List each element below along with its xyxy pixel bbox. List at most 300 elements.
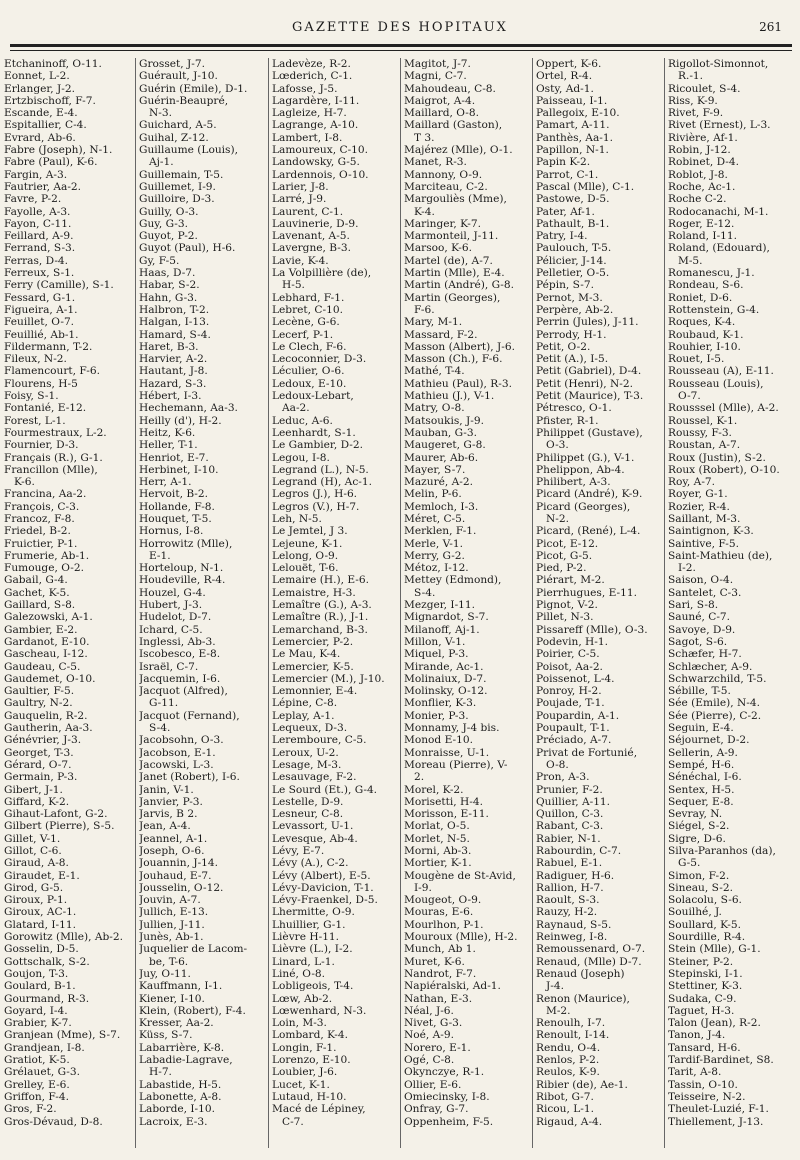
index-entry: Morisetti, H-4. <box>404 795 483 808</box>
index-entry: Hamard, S-4. <box>139 328 211 341</box>
index-column <box>668 58 794 1153</box>
index-entry: Jullien, J-11. <box>139 918 205 931</box>
index-entry: Matry, O-8. <box>404 402 465 415</box>
index-entry: Rigollot-Simonnot, <box>668 58 769 70</box>
index-entry: Marmonteil, J-11. <box>404 230 499 243</box>
index-entry: Gauquelin, R-2. <box>4 709 88 722</box>
index-entry: Lemaistre, H-3. <box>272 586 356 599</box>
index-entry: Pissareff (Mlle), O-3. <box>536 623 648 636</box>
index-entry: Heitz, K-6. <box>139 426 196 439</box>
index-entry: Mougène de St-Avid, <box>404 869 516 882</box>
index-entry: Gy, F-5. <box>139 254 180 267</box>
index-entry: Mouras, E-6. <box>404 906 474 919</box>
index-entry: Gosselin, D-5. <box>4 943 79 956</box>
index-entry: Morlet, N-5. <box>404 832 470 845</box>
index-entry: Silva-Paranhos (da), <box>668 845 776 857</box>
index-entry: Saintive, F-5. <box>668 537 739 550</box>
index-entry: Rabant, C-3. <box>536 820 604 833</box>
index-entry: Lesneur, C-8. <box>272 808 344 821</box>
index-entry: Francillon (Mlle), <box>4 463 98 476</box>
index-entry: Roux (Robert), O-10. <box>668 463 780 476</box>
index-entry: Heller, T-1. <box>139 439 198 452</box>
index-entry: S-4. <box>149 722 171 735</box>
index-entry: Mouroux (Mlle), H-2. <box>404 931 518 944</box>
index-entry: Rouet, I-5. <box>668 353 725 366</box>
index-entry: Roubaud, K-1. <box>668 328 744 341</box>
index-entry: Mahoudeau, C-8. <box>404 82 496 95</box>
index-entry: Klein, (Robert), F-4. <box>139 1004 246 1017</box>
index-entry: Lagardère, I-11. <box>272 94 360 107</box>
index-entry: Houquet, T-5. <box>139 512 212 525</box>
index-entry: Ribot, G-7. <box>536 1090 594 1103</box>
index-entry: Papin K-2. <box>536 156 591 169</box>
index-entry: Martin (Mlle), E-4. <box>404 267 505 280</box>
index-entry: Marsoo, K-6. <box>404 242 472 255</box>
index-entry: Janet (Robert), I-6. <box>139 771 240 784</box>
index-entry: Merle, V-1. <box>404 537 463 550</box>
index-entry: La Volpillière (de), <box>272 267 372 280</box>
index-entry: Poupault, T-1. <box>536 722 610 735</box>
index-entry: Escande, E-4. <box>4 107 78 120</box>
index-entry: Guérin (Emile), D-1. <box>139 82 248 95</box>
index-entry: Nandrot, F-7. <box>404 967 477 980</box>
index-entry: Lelouët, T-6. <box>272 562 339 575</box>
index-entry: Sourdille, R-4. <box>668 931 746 944</box>
index-entry: Lévy (Albert), E-5. <box>272 869 371 882</box>
index-column <box>272 58 398 1153</box>
index-entry: Sagot, S-6. <box>668 635 728 648</box>
index-entry: Habar, S-2. <box>139 279 200 292</box>
index-entry: Ricoulet, S-4. <box>668 82 741 95</box>
index-entry: Sempé, H-6. <box>668 758 735 771</box>
index-entry: Maringer, K-7. <box>404 217 481 230</box>
index-entry: Gambier, E-2. <box>4 623 78 636</box>
index-entry: Sentex, H-5. <box>668 783 735 796</box>
index-entry: Lévy (A.), C-2. <box>272 857 349 870</box>
index-entry: Hornus, I-8. <box>139 525 204 538</box>
index-entry: Roussel, K-1. <box>668 414 738 427</box>
index-entry: Perpère, Ab-2. <box>536 303 614 316</box>
index-entry: Roger, E-12. <box>668 217 735 230</box>
index-entry: Moreau (Pierre), V- <box>404 758 508 771</box>
index-entry: Monier, P-3. <box>404 709 469 722</box>
index-entry: Muret, K-6. <box>404 955 465 968</box>
index-entry: Fourmestraux, L-2. <box>4 426 107 439</box>
index-entry: Kresser, Aa-2. <box>139 1017 214 1030</box>
index-entry: Gratiot, K-5. <box>4 1054 70 1067</box>
index-entry: Mignardot, S-7. <box>404 611 489 624</box>
index-entry: Picard, (René), L-4. <box>536 525 641 538</box>
index-entry: Rivet (Ernest), L-3. <box>668 119 771 132</box>
index-entry: Sineau, S-2. <box>668 881 733 894</box>
index-entry: Soullard, K-5. <box>668 918 741 931</box>
index-entry: Pron, A-3. <box>536 771 590 784</box>
index-entry: O-7. <box>678 390 701 403</box>
index-entry: Okynczye, R-1. <box>404 1066 485 1079</box>
index-entry: Granjean (Mme), S-7. <box>4 1029 121 1042</box>
index-entry: Jean, A-4. <box>139 820 191 833</box>
index-entry: Saintignon, K-3. <box>668 525 754 538</box>
index-entry: Saillant, M-3. <box>668 512 741 525</box>
index-entry: Lestelle, D-9. <box>272 795 344 808</box>
index-entry: Halgan, I-13. <box>139 316 210 329</box>
index-entry: Maurer, Ab-6. <box>404 451 479 464</box>
index-entry: Maillard, O-8. <box>404 107 479 120</box>
index-entry: Lépine, C-8. <box>272 697 338 710</box>
index-entry: Juy, O-11. <box>139 967 191 980</box>
index-entry: M-5. <box>678 254 703 267</box>
index-entry: Pélicier, J-14. <box>536 254 607 267</box>
index-entry: Feuillié, Ab-1. <box>4 328 79 341</box>
index-entry: Stettiner, K-3. <box>668 980 743 993</box>
index-entry: Ortel, R-4. <box>536 70 593 83</box>
index-entry: Leremboure, C-5. <box>272 734 367 747</box>
index-entry: N-3. <box>149 107 172 120</box>
index-entry: Guilly, O-3. <box>139 205 199 218</box>
index-entry: Renaud (Joseph) <box>536 967 625 980</box>
index-entry: Tansard, H-6. <box>668 1041 741 1054</box>
index-column <box>536 58 662 1153</box>
index-entry: Reulos, K-9. <box>536 1066 600 1079</box>
index-entry: Girod, G-5. <box>4 881 64 894</box>
index-entry: Rozier, R-4. <box>668 500 730 513</box>
index-entry: Matsoukis, J-9. <box>404 414 484 427</box>
index-entry: Sénéchal, I-6. <box>668 771 742 784</box>
index-entry: Haas, D-7. <box>139 267 196 280</box>
index-entry: Flourens, H-5 <box>4 377 78 390</box>
index-entry: Lamoureux, C-10. <box>272 144 368 157</box>
index-entry: Guy, G-3. <box>139 217 188 230</box>
index-entry: Jullich, E-13. <box>139 906 209 919</box>
index-entry: Grelley, E-6. <box>4 1078 70 1091</box>
index-entry: Riss, K-9. <box>668 94 718 107</box>
index-entry: Philippet (G.), V-1. <box>536 451 635 464</box>
index-entry: Quillon, C-3. <box>536 808 604 821</box>
index-entry: Jouhaud, E-7. <box>139 869 212 882</box>
index-entry: Gautherin, Aa-3. <box>4 722 93 735</box>
index-entry: Haret, B-3. <box>139 340 199 353</box>
index-column <box>139 58 266 1153</box>
index-entry: Fruictier, P-1. <box>4 537 78 550</box>
index-entry: Tassin, O-10. <box>668 1078 738 1091</box>
index-entry: Georget, T-3. <box>4 746 74 759</box>
index-entry: Heilly (d'), H-2. <box>139 414 222 427</box>
index-entry: Philibert, A-3. <box>536 476 611 489</box>
index-entry: Nathan, E-3. <box>404 992 473 1005</box>
index-entry: Miquel, P-3. <box>404 648 469 661</box>
index-entry: Lemonnier, E-4. <box>272 685 358 698</box>
index-entry: Hahn, G-3. <box>139 291 198 304</box>
index-entry: Loubier, J-6. <box>272 1066 338 1079</box>
index-entry: Lagleize, H-7. <box>272 107 347 120</box>
index-entry: Goujon, T-3. <box>4 967 69 980</box>
index-entry: Loin, M-3. <box>272 1017 327 1030</box>
index-entry: Lemercier, K-5. <box>272 660 354 673</box>
index-entry: Roland, (Edouard), <box>668 242 770 255</box>
index-entry: Le Jemtel, J 3. <box>272 525 348 538</box>
index-entry: R.-1. <box>678 70 704 83</box>
index-entry: Roques, K-4. <box>668 316 736 329</box>
index-entry: Guyot (Paul), H-6. <box>139 242 236 255</box>
index-entry: Hervoit, B-2. <box>139 488 208 501</box>
index-entry: Leroux, U-2. <box>272 746 339 759</box>
index-entry: Jacquot (Fernand), <box>139 709 240 722</box>
index-entry: Germain, P-3. <box>4 771 78 784</box>
index-entry: Royer, G-1. <box>668 488 728 501</box>
column-divider <box>135 58 136 1148</box>
index-entry: Hautant, J-8. <box>139 365 208 378</box>
index-entry: Rousssel (Mlle), A-2. <box>668 402 779 415</box>
index-entry: Sébille, T-5. <box>668 685 731 698</box>
index-entry: Lafosse, J-5. <box>272 82 338 95</box>
index-entry: Lévy-Fraenkel, D-5. <box>272 894 378 907</box>
index-entry: Norero, E-1. <box>404 1041 471 1054</box>
index-entry: Ferry (Camille), S-1. <box>4 279 114 292</box>
index-entry: Aj-1. <box>149 156 174 169</box>
index-entry: O-8. <box>546 758 569 771</box>
index-entry: Ledoux, E-10. <box>272 377 347 390</box>
index-entry: Lemaître (G.), A-3. <box>272 599 372 612</box>
index-entry: Eonnet, L-2. <box>4 70 70 83</box>
index-entry: Prunier, F-2. <box>536 783 603 796</box>
index-entry: Raynaud, S-5. <box>536 918 612 931</box>
index-entry: Pierrhugues, E-11. <box>536 586 637 599</box>
index-entry: Petit (Gabriel), D-4. <box>536 365 642 378</box>
index-entry: Lelong, O-9. <box>272 549 339 562</box>
index-entry: Pallegoix, E-10. <box>536 107 620 120</box>
index-entry: Gros-Dévaud, D-8. <box>4 1115 103 1128</box>
column-divider <box>664 58 665 1148</box>
index-entry: Junès, Ab-1. <box>139 931 204 944</box>
index-entry: Martel (de), A-7. <box>404 254 493 267</box>
index-entry: Horrowitz (Mlle), <box>139 537 233 550</box>
index-entry: Griffon, F-4. <box>4 1090 69 1103</box>
index-entry: Lauvinerie, D-9. <box>272 217 359 230</box>
index-entry: Guérin-Beaupré, <box>139 94 229 107</box>
index-entry: 2. <box>414 771 425 784</box>
index-entry: Poisot, Aa-2. <box>536 660 603 673</box>
index-entry: Sellerin, A-9. <box>668 746 738 759</box>
index-entry: Oppert, K-6. <box>536 58 602 70</box>
index-entry: K-4. <box>414 205 435 218</box>
index-entry: Hazard, S-3. <box>139 377 207 390</box>
index-entry: Fontanié, E-12. <box>4 402 87 415</box>
index-entry: Lavie, K-4. <box>272 254 329 267</box>
index-entry: Patry, I-4. <box>536 230 588 243</box>
index-entry: Leenhardt, S-1. <box>272 426 356 439</box>
index-entry: Roche, Ac-1. <box>668 180 736 193</box>
index-entry: Lucet, K-1. <box>272 1078 330 1091</box>
index-entry: Goyard, I-4. <box>4 1004 68 1017</box>
index-entry: Iscobesco, E-8. <box>139 648 221 661</box>
index-entry: Roustan, A-7. <box>668 439 741 452</box>
index-entry: Morni, Ab-3. <box>404 845 472 857</box>
index-entry: Santelet, C-3. <box>668 586 742 599</box>
index-entry: Lœwenhard, N-3. <box>272 1004 367 1017</box>
index-entry: Houdeville, R-4. <box>139 574 226 587</box>
index-entry: Jouannin, J-14. <box>139 857 219 870</box>
index-entry: Schæfer, H-7. <box>668 648 742 661</box>
index-entry: Labonette, A-8. <box>139 1090 222 1103</box>
index-entry: Solacolu, S-6. <box>668 894 742 907</box>
index-entry: Renon (Maurice), <box>536 992 630 1005</box>
index-entry: Quillier, A-11. <box>536 795 611 808</box>
index-entry: Frumerie, Ab-1. <box>4 549 90 562</box>
index-entry: Sequer, E-8. <box>668 795 734 808</box>
index-entry: Larier, J-8. <box>272 180 329 193</box>
index-entry: Gourmand, R-3. <box>4 992 90 1005</box>
index-entry: Lemaître (R.), J-1. <box>272 611 369 624</box>
index-entry: Giffard, K-2. <box>4 795 70 808</box>
index-entry: G-11. <box>149 697 179 710</box>
index-entry: François, C-3. <box>4 500 80 513</box>
index-entry: Lemercier, P-2. <box>272 635 354 648</box>
index-entry: Rabier, N-1. <box>536 832 601 845</box>
index-entry: Paulouch, T-5. <box>536 242 612 255</box>
index-entry: Gros, F-2. <box>4 1103 57 1116</box>
index-entry: Mayer, S-7. <box>404 463 466 476</box>
index-entry: Legrand (H), Ac-1. <box>272 476 372 489</box>
index-entry: Lemarchand, B-3. <box>272 623 368 636</box>
index-entry: Stepinski, I-1. <box>668 967 743 980</box>
index-entry: Roland, I-11. <box>668 230 738 243</box>
index-entry: Mathieu (J.), V-1. <box>404 390 495 403</box>
index-entry: Forest, L-1. <box>4 414 66 427</box>
index-entry: Tanon, J-4. <box>668 1029 726 1042</box>
index-entry: Métoz, I-12. <box>404 562 469 575</box>
index-entry: Gaudemet, O-10. <box>4 672 96 685</box>
index-entry: Picot, E-12. <box>536 537 599 550</box>
index-entry: Pathault, B-1. <box>536 217 610 230</box>
index-entry: Pillet, N-3. <box>536 611 594 624</box>
index-entry: Harvier, A-2. <box>139 353 208 366</box>
index-entry: Picard (André), K-9. <box>536 488 643 501</box>
index-entry: Fautrier, Aa-2. <box>4 180 82 193</box>
index-entry: Jouvin, A-7. <box>139 894 201 907</box>
index-entry: Monraisse, U-1. <box>404 746 490 759</box>
index-entry: Jacobson, E-1. <box>139 746 216 759</box>
index-entry: Leduc, A-6. <box>272 414 333 427</box>
index-entry: Savoye, D-9. <box>668 623 736 636</box>
index-entry: Napiéralski, Ad-1. <box>404 980 501 993</box>
index-entry: Roussy, F-3. <box>668 426 732 439</box>
index-entry: Erlanger, J-2. <box>4 82 75 95</box>
index-entry: Perrody, H-1. <box>536 328 607 341</box>
index-entry: I-9. <box>414 881 432 894</box>
index-entry: Gardanot, E-10. <box>4 635 90 648</box>
index-entry: Rabuel, E-1. <box>536 857 603 870</box>
index-entry: Préciado, A-7. <box>536 734 612 747</box>
index-entry: Monnamy, J-4 bis. <box>404 722 500 735</box>
index-entry: Gaultry, N-2. <box>4 697 73 710</box>
index-entry: Oppenheim, F-5. <box>404 1115 494 1128</box>
index-entry: Labastide, H-5. <box>139 1078 222 1091</box>
index-entry: Grélauet, G-3. <box>4 1066 80 1079</box>
index-entry: Guichard, A-5. <box>139 119 217 132</box>
index-entry: C-7. <box>282 1115 304 1128</box>
index-entry: Levassort, U-1. <box>272 820 354 833</box>
index-entry: Martin (Georges), <box>404 291 501 304</box>
index-entry: Ribier (de), Ae-1. <box>536 1078 628 1091</box>
index-entry: Herr, A-1. <box>139 476 192 489</box>
index-entry: Lebret, C-10. <box>272 303 343 316</box>
index-entry: Saison, O-4. <box>668 574 734 587</box>
page-number: 261 <box>759 20 782 34</box>
index-entry: Legrand (L.), N-5. <box>272 463 369 476</box>
index-entry: Fileux, N-2. <box>4 353 67 366</box>
index-entry: Mathé, T-4. <box>404 365 465 378</box>
index-entry: Poujade, T-1. <box>536 697 605 710</box>
index-entry: Rousseau (Louis), <box>668 377 764 390</box>
index-entry: Gillot, C-6. <box>4 845 62 857</box>
index-entry: Taguet, H-3. <box>668 1004 735 1017</box>
index-entry: S-4. <box>414 586 436 599</box>
index-entry: Monflier, K-3. <box>404 697 477 710</box>
index-entry: Perrin (Jules), J-11. <box>536 316 639 329</box>
index-entry: Rauzy, H-2. <box>536 906 598 919</box>
index-entry: Lombard, K-4. <box>272 1029 348 1042</box>
index-entry: Tarit, A-8. <box>668 1066 722 1079</box>
index-entry: Rodocanachi, M-1. <box>668 205 769 218</box>
index-entry: Rivière, Af-1. <box>668 131 738 144</box>
index-entry: Fargin, A-3. <box>4 168 68 181</box>
index-entry: Galezowski, A-1. <box>4 611 93 624</box>
index-entry: Piérart, M-2. <box>536 574 605 587</box>
index-entry: Ertzbischoff, F-7. <box>4 94 96 107</box>
index-entry: Giraudet, E-1. <box>4 869 80 882</box>
index-entry: Stein (Mlle), G-1. <box>668 943 761 956</box>
index-entry: Martin (André), G-8. <box>404 279 514 292</box>
index-entry: Souilhé, J. <box>668 906 722 919</box>
index-entry: K-6. <box>14 476 35 489</box>
index-entry: Osty, Ad-1. <box>536 82 594 95</box>
index-entry: Henriot, E-7. <box>139 451 209 464</box>
index-entry: Roniet, D-6. <box>668 291 733 304</box>
index-entry: Hollande, F-8. <box>139 500 215 513</box>
index-entry: Pater, Af-1. <box>536 205 595 218</box>
index-entry: F-6. <box>414 303 435 316</box>
index-entry: Guillemet, I-9. <box>139 180 216 193</box>
index-entry: Fabre (Joseph), N-1. <box>4 144 113 157</box>
index-entry: I-2. <box>678 562 696 575</box>
index-entry: Etchaninoff, O-11. <box>4 58 102 70</box>
index-entry: Renlos, P-2. <box>536 1054 600 1067</box>
index-entry: Linard, L-1. <box>272 955 335 968</box>
index-entry: Liné, O-8. <box>272 967 326 980</box>
index-entry: Lévy, E-7. <box>272 845 325 857</box>
index-entry: Fayolle, A-3. <box>4 205 71 218</box>
index-entry: Lhuillier, G-1. <box>272 918 346 931</box>
index-entry: Pelletier, O-5. <box>536 267 610 280</box>
index-entry: Gibert, J-1. <box>4 783 63 796</box>
index-entry: Pascal (Mlle), C-1. <box>536 180 635 193</box>
index-entry: Laurent, C-1. <box>272 205 344 218</box>
index-entry: Masson (Albert), J-6. <box>404 340 515 353</box>
index-entry: Pignot, V-2. <box>536 599 598 612</box>
index-entry: Hechemann, Aa-3. <box>139 402 238 415</box>
index-entry: Sigre, D-6. <box>668 832 726 845</box>
index-entry: Lagrange, A-10. <box>272 119 359 132</box>
index-entry: Lièvre (L.), I-2. <box>272 943 353 956</box>
index-entry: Gihaut-Lafont, G-2. <box>4 808 108 821</box>
index-entry: Teisseire, N-2. <box>668 1090 746 1103</box>
index-entry: Ladevèze, R-2. <box>272 58 351 70</box>
index-entry: Pernot, M-3. <box>536 291 603 304</box>
index-entry: Lhermitte, O-9. <box>272 906 355 919</box>
index-entry: Renoulh, I-7. <box>536 1017 606 1030</box>
index-entry: Mezger, I-11. <box>404 599 475 612</box>
index-entry: Pépin, S-7. <box>536 279 594 292</box>
